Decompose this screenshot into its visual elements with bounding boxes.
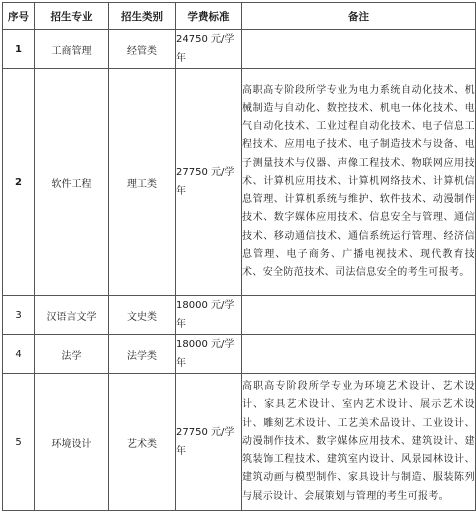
header-category: 招生类别	[109, 3, 176, 30]
table-row	[3, 296, 476, 335]
row-seq: 2	[3, 69, 35, 296]
row-notes: 高职高专阶段所学专业为环境艺术设计、艺术设计、家具艺术设计、室内艺术设计、展示艺术设计、雕刻艺术设计、工艺美术品设计、工业设计、动漫制作技术、数字媒体应用技术、建筑设计、建筑装饰工程技术、建筑室内设计、风景园林设计、建筑动画与模型制作、家具设计与制造、服装陈列与展示设计、会展策划与管理的考生可报考。	[242, 374, 476, 511]
header-major: 招生专业	[35, 3, 109, 30]
row-notes	[242, 296, 476, 335]
admissions-table	[2, 2, 476, 511]
row-category: 文史类	[109, 296, 176, 335]
header-row	[3, 3, 476, 30]
row-fee: 24750 元/学年	[176, 30, 242, 69]
row-major: 法学	[35, 335, 109, 374]
row-notes: 高职高专阶段所学专业为电力系统自动化技术、机械制造与自动化、数控技术、机电一体化技术、电气自动化技术、工业过程自动化技术、电子信息工程技术、应用电子技术、电子制造技术与设备、电子测量技术与仪器、声像工程技术、物联网应用技术、计算机应用技术、计算机网络技术、计算机信息管理、计算机系统与维护、软件技术、动漫制作技术、数字媒体应用技术、信息安全与管理、通信技术、移动通信技术、通信系统运行管理、经济信息管理、电子商务、广播电视技术、现代教育技术、安全防范技术、司法信息安全的考生可报考。	[242, 69, 476, 296]
row-major: 软件工程	[35, 69, 109, 296]
row-category: 法学类	[109, 335, 176, 374]
table-row	[3, 30, 476, 69]
row-category: 艺术类	[109, 374, 176, 511]
row-seq: 3	[3, 296, 35, 335]
row-notes	[242, 335, 476, 374]
header-fee: 学费标准	[176, 3, 242, 30]
row-category: 经管类	[109, 30, 176, 69]
row-major: 环境设计	[35, 374, 109, 511]
row-category: 理工类	[109, 69, 176, 296]
header-seq: 序号	[3, 3, 35, 30]
row-fee: 18000 元/学年	[176, 296, 242, 335]
row-seq: 5	[3, 374, 35, 511]
row-seq: 1	[3, 30, 35, 69]
row-notes	[242, 30, 476, 69]
row-fee: 27750 元/学年	[176, 69, 242, 296]
row-fee: 18000 元/学年	[176, 335, 242, 374]
row-fee: 27750 元/学年	[176, 374, 242, 511]
row-major: 汉语言文学	[35, 296, 109, 335]
table-row	[3, 69, 476, 296]
table-row	[3, 374, 476, 511]
header-notes: 备注	[242, 3, 476, 30]
table-row	[3, 335, 476, 374]
row-seq: 4	[3, 335, 35, 374]
row-major: 工商管理	[35, 30, 109, 69]
